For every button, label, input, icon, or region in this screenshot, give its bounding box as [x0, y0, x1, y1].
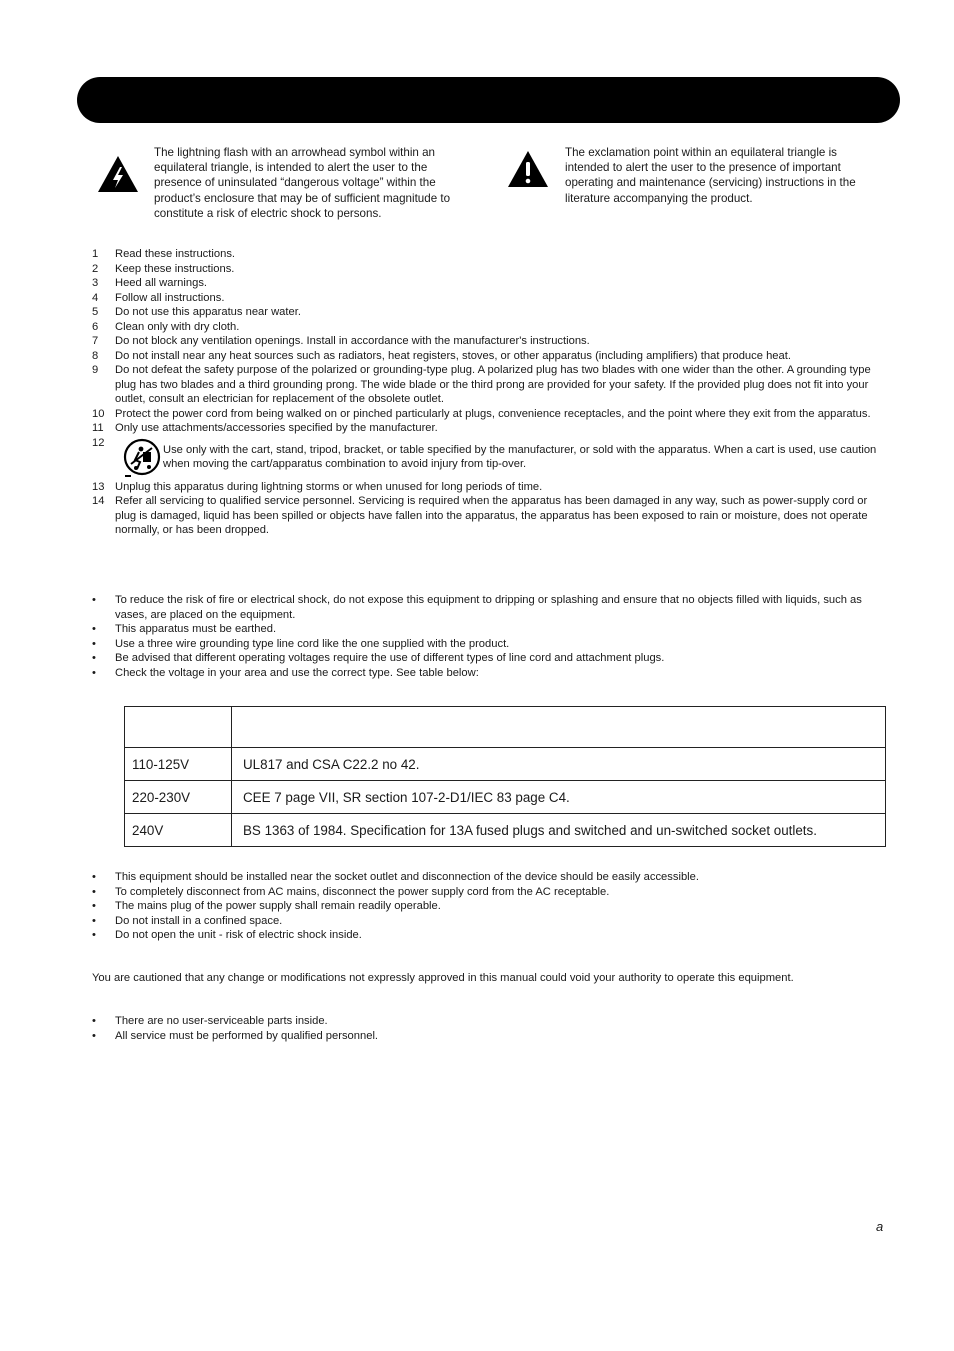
item-number: 6 [92, 320, 99, 333]
list-item [92, 1014, 886, 1029]
item-text: Refer all servicing to qualified service personnel. Servicing is required when the apparatus has been damaged in any way, such as power-supply cord or plug is damaged, liquid has been spilled or objects have fallen into the apparatus, the apparatus has been exposed to rain or moisture, does not operate normally, or has been dropped. [115, 495, 868, 536]
bullet: • [92, 594, 96, 606]
item-number: 1 [92, 248, 99, 260]
list-item [92, 276, 886, 291]
list-item [92, 407, 886, 422]
cart-warning-row [115, 436, 886, 480]
item-text: Do not install in a confined space. [115, 914, 283, 927]
list-item [92, 320, 886, 335]
item-text: This equipment should be installed near the socket outlet and disconnection of the device should be easily accessible. [115, 871, 699, 883]
item-number: 4 [92, 291, 99, 304]
item-number: 12 [92, 436, 105, 449]
item-text: Follow all instructions. [115, 291, 225, 304]
standard-cell: CEE 7 page VII, SR section 107-2-D1/IEC 83 page C4. [232, 781, 886, 814]
item-text: Use a three wire grounding type line cord like the one supplied with the product. [115, 637, 510, 650]
lightning-triangle-icon [97, 155, 139, 193]
caution-paragraph: You are cautioned that any change or modifications not expressly approved in this manual could void your authority to operate this equipment. [92, 972, 794, 984]
list-item [92, 593, 886, 622]
item-text: The mains plug of the power supply shall remain readily operable. [115, 900, 441, 912]
warning-exclamation-text: The exclamation point within an equilateral triangle is intended to alert the user to the presence of important operating and maintenance (servicing) instructions in the literature accompanying the product. [565, 146, 856, 205]
table-row [125, 814, 886, 847]
bullet: • [92, 623, 96, 635]
installation-list [92, 870, 886, 943]
list-item [92, 1029, 886, 1044]
list-item [92, 305, 886, 320]
item-number: 3 [92, 277, 99, 289]
item-text: Clean only with dry cloth. [115, 320, 240, 333]
bullet: • [92, 929, 96, 941]
list-item [92, 622, 886, 637]
list-item [92, 651, 886, 666]
voltage-cell: 110-125V [125, 748, 232, 781]
list-item [92, 494, 886, 538]
item-text: Do not install near any heat sources such as radiators, heat registers, stoves, or other apparatus (including amplifiers) that produce heat. [115, 349, 791, 362]
item-text: Keep these instructions. [115, 262, 235, 275]
bullet: • [92, 1029, 96, 1042]
safety-instructions-list [92, 247, 886, 538]
bullet: • [92, 900, 96, 912]
list-item [92, 480, 886, 495]
exclamation-triangle-icon [507, 150, 549, 188]
item-text: This apparatus must be earthed. [115, 623, 277, 635]
item-number: 5 [92, 306, 99, 318]
voltage-cell: 220-230V [125, 781, 232, 814]
table-row [125, 748, 886, 781]
bullet: • [92, 637, 96, 650]
item-text: Heed all warnings. [115, 277, 208, 289]
item-text: Do not use this apparatus near water. [115, 306, 301, 318]
table-header-row [125, 707, 886, 748]
item-text: Do not open the unit - risk of electric shock inside. [115, 929, 362, 941]
item-text: There are no user-serviceable parts inside. [115, 1015, 328, 1027]
list-item [92, 666, 886, 681]
table-header-cell [125, 707, 232, 748]
standard-cell: BS 1363 of 1984. Specification for 13A fused plugs and switched and un-switched socket outlets. [232, 814, 886, 847]
bullet: • [92, 1015, 96, 1027]
item-text: All service must be performed by qualified personnel. [115, 1029, 379, 1042]
item-text: Be advised that different operating voltages require the use of different types of line cord and attachment plugs. [115, 652, 665, 664]
list-item [92, 914, 886, 929]
list-item [92, 928, 886, 943]
item-number: 8 [92, 349, 99, 362]
bullet: • [92, 652, 96, 664]
list-item [92, 349, 886, 364]
power-safety-list [92, 593, 886, 680]
item-number: 14 [92, 495, 105, 507]
item-text: To reduce the risk of fire or electrical shock, do not expose this equipment to dripping or splashing and ensure that no objects filled with liquids, such as vases, are placed on the equipment. [115, 594, 862, 621]
list-item [92, 436, 886, 480]
item-text: Check the voltage in your area and use the correct type. See table below: [115, 666, 479, 679]
list-item [92, 899, 886, 914]
list-item [92, 637, 886, 652]
list-item [92, 291, 886, 306]
item-text: To completely disconnect from AC mains, disconnect the power supply cord from the AC receptable. [115, 885, 610, 898]
item-text: Unplug this apparatus during lightning storms or when unused for long periods of time. [115, 480, 543, 493]
bullet: • [92, 871, 96, 883]
item-text: Do not block any ventilation openings. Install in accordance with the manufacturer's instructions. [115, 335, 590, 347]
bullet: • [92, 666, 96, 679]
table-header-cell [232, 707, 886, 748]
list-item [92, 885, 886, 900]
list-item [92, 247, 886, 262]
voltage-cell: 240V [125, 814, 232, 847]
item-text: Use only with the cart, stand, tripod, bracket, or table specified by the manufacturer, or sold with the apparatus. When a cart is used, use caution when moving the cart/apparatus combination to avoid injury from tip-over. [163, 443, 877, 470]
list-item [92, 870, 886, 885]
item-number: 13 [92, 480, 105, 493]
item-number: 10 [92, 407, 105, 420]
cart-tipover-icon [122, 438, 162, 478]
item-text: Only use attachments/accessories specified by the manufacturer. [115, 422, 438, 434]
warning-lightning-text: The lightning flash with an arrowhead symbol within an equilateral triangle, is intended to alert the user to the presence of uninsulated “dangerous voltage” within the product’s enclosure that may be of sufficient magnitude to constitute a risk of electric shock to persons. [154, 146, 451, 220]
list-item [92, 334, 886, 349]
list-item [92, 363, 886, 407]
item-text: Read these instructions. [115, 248, 236, 260]
header-bar [77, 77, 900, 123]
item-number: 7 [92, 335, 99, 347]
page-number: a [876, 1219, 884, 1234]
table-row [125, 781, 886, 814]
list-item [92, 421, 886, 436]
voltage-plug-table [124, 706, 886, 847]
item-number: 2 [92, 262, 99, 275]
standard-cell: UL817 and CSA C22.2 no 42. [232, 748, 886, 781]
list-item [92, 262, 886, 277]
service-list [92, 1014, 886, 1043]
item-number: 11 [92, 422, 104, 434]
bullet: • [92, 885, 96, 898]
item-text: Do not defeat the safety purpose of the polarized or grounding-type plug. A polarized plug has two blades with one wider than the other. A grounding type plug has two blades and a third grounding prong. The wide blade or the third prong are provided for your safety. If the provided plug does not fit into your outlet, consult an electrician for replacement of the obsolete outlet. [115, 364, 871, 405]
item-text: Protect the power cord from being walked on or pinched particularly at plugs, convenience receptacles, and the point where they exit from the apparatus. [115, 407, 871, 420]
item-number: 9 [92, 364, 99, 376]
bullet: • [92, 914, 96, 927]
